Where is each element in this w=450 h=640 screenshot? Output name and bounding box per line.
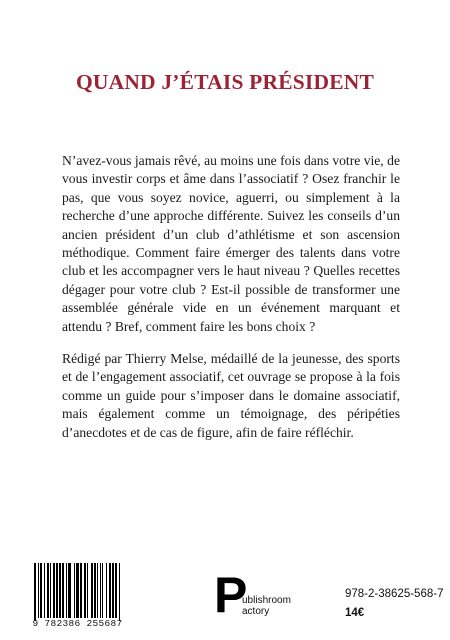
barcode-bar (56, 563, 58, 618)
barcode-bar (80, 563, 82, 618)
book-title: QUAND J’ÉTAIS PRÉSIDENT (75, 70, 375, 94)
barcode-bar (112, 563, 114, 618)
barcode-bar (76, 563, 79, 618)
barcode-bar (34, 563, 36, 621)
barcode-bar (87, 563, 88, 618)
barcode-bar (91, 563, 93, 618)
barcode-bar (97, 563, 98, 618)
barcode-bar (94, 563, 96, 618)
barcode-bar (40, 563, 42, 618)
barcode (30, 561, 125, 631)
author-paragraph: Rédigé par Thierry Melse, médaillé de la jeunesse, des sports et de l’engagement associatif, cet ouvrage se propose à la fois comme un guide pour s’imposer dans le domaine associatif, mais également comme un témoignage, des péripéties d’anecdotes et de cas de figure, afin de faire réfléchir. (62, 351, 400, 440)
publisher-logo-line1: ublishroom (242, 595, 291, 606)
publisher-logo (214, 567, 309, 632)
barcode-bar (74, 563, 75, 618)
barcode-bar (102, 563, 103, 618)
summary-paragraph: N’avez-vous jamais rêvé, au moins une fois dans votre vie, de vous investir corps et âme dans l’associatif ? Osez franchir le pas, que vous soyez novice, aguerri, ou simplement à la recherche d’une approche différente. Suivez les conseils d’un ancien président d’un club d’athlétisme et son ascension méthodique. Comment faire émerger des talents dans votre club et les accompagner vers le haut niveau ? Quelles recettes dégager pour votre club ? Est-il possible de transformer une assemblée générale vide en un événement marquant et attendu ? Bref, comment faire les bons choix ? (62, 153, 400, 334)
isbn: 978-2-38625-568-7 (345, 588, 444, 600)
publisher-logo-letter: P (214, 567, 248, 623)
barcode-number: 9 782386 255687 (32, 618, 123, 629)
barcode-bar (115, 563, 117, 618)
barcode-bar (119, 563, 120, 621)
barcode-bars (30, 561, 125, 621)
barcode-bar (53, 563, 55, 618)
barcode-bar (66, 563, 67, 618)
barcode-bar (100, 563, 101, 618)
barcode-bar (62, 563, 64, 618)
barcode-bar (84, 563, 86, 618)
barcode-bar (59, 563, 61, 618)
barcode-bar (106, 563, 107, 618)
barcode-bar (109, 563, 111, 618)
price: 14€ (345, 607, 365, 619)
publisher-logo-line2: actory (242, 606, 270, 617)
barcode-bar (38, 563, 39, 618)
barcode-bar (47, 563, 49, 618)
barcode-bar (50, 563, 51, 618)
barcode-bar (44, 563, 45, 618)
barcode-bar (68, 563, 71, 618)
